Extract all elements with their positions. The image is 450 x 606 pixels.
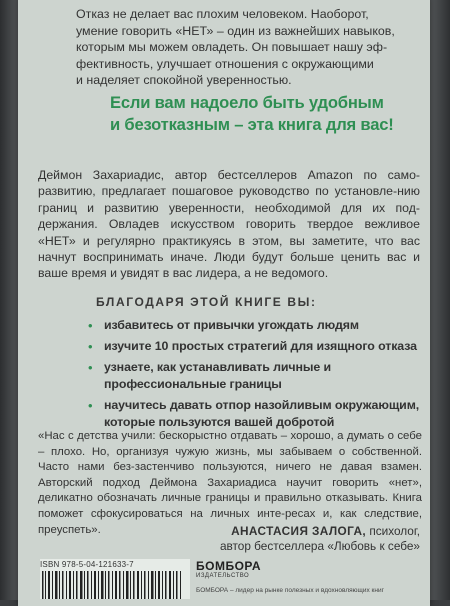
bullet-icon: • <box>88 339 93 354</box>
slogan-heading <box>110 92 430 136</box>
benefits-list <box>88 317 428 435</box>
benefit-item <box>88 397 428 431</box>
quote-author-credit: автор бестселлера «Любовь к себе» <box>219 539 420 553</box>
intro-line: Отказ не делает вас плохим человеком. Наоборот, <box>76 7 369 21</box>
photo-right-edge <box>430 0 450 600</box>
benefit-text: узнаете, как устанавливать личные и профессиональные границы <box>104 360 331 391</box>
barcode-icon <box>40 571 190 599</box>
benefit-text: избавитесь от привычки угождать людям <box>104 318 359 332</box>
intro-line: которым мы можем овладеть. Он повышает нашу эф- <box>76 40 388 55</box>
slogan-line-1: Если вам надоело быть удобным <box>110 93 384 112</box>
benefit-text: научитесь давать отпор назойливым окружающим, которые пользуются вашей добротой <box>104 398 420 429</box>
benefit-text: изучите 10 простых стратегий для изящного отказа <box>104 339 417 353</box>
bullet-icon: • <box>88 318 93 333</box>
publisher-note: БОМБОРА – лидер на рынке полезных и вдохновляющих книг <box>196 587 384 594</box>
book-description: Деймон Захариадис, автор бестселлеров Amazon по само-развитию, предлагает пошаговое руководство по установле-нию границ и развитию уверенности, необходимой для их под-держания. Овладев искусством говорить твердое вежливое «НЕТ» и регулярно практикуясь в этом, вы заметите, что вас начнут воспринимать иначе. Люди будут больше ценить вас и ваше время и увидят в вас лидера, а не ведомого. <box>38 168 420 281</box>
publisher-subtitle: ИЗДАТЕЛЬСТВО <box>196 573 250 579</box>
review-quote: «Нас с детства учили: бескорыстно отдавать – хорошо, а думать о себе – плохо. Но, организуя чужую жизнь, мы забываем о собственной. Часто нами без-застенчиво пользуются, ничего не давая взамен. Авторский подход Деймона Захариадиса научит говорить «нет», деликатно обозначать личные границы и правильно отказывать. Книга поможет сфокусироваться на личных инте-ресах и, как следствие, преуспеть». <box>38 430 422 536</box>
intro-line: умение говорить «НЕТ» – один из важнейших навыков, <box>76 23 395 38</box>
bullet-icon: • <box>88 398 93 413</box>
publisher-name: БОМБОРА <box>196 559 262 573</box>
slogan-line-2: и безотказным – эта книга для вас! <box>110 115 394 134</box>
benefits-title: БЛАГОДАРЯ ЭТОЙ КНИГЕ ВЫ: <box>96 295 317 309</box>
photo-left-edge <box>0 0 18 600</box>
bullet-icon: • <box>88 360 93 375</box>
benefit-item <box>88 317 428 334</box>
quote-author-name: АНАСТАСИЯ ЗАЛОГА, <box>231 524 367 538</box>
intro-paragraph <box>76 6 416 89</box>
intro-line: и наделяет спокойной уверенностью. <box>76 73 292 88</box>
publisher-logo <box>196 559 262 579</box>
barcode-block <box>40 559 190 599</box>
isbn-number: ISBN 978-5-04-121633-7 <box>40 560 134 569</box>
benefit-item <box>88 338 428 355</box>
intro-line: фективность, улучшает отношения с окружающими <box>76 56 374 71</box>
quote-attribution <box>198 524 420 554</box>
book-back-cover <box>18 0 430 606</box>
quote-author-role: психолог, <box>369 524 420 538</box>
benefit-item <box>88 359 428 393</box>
